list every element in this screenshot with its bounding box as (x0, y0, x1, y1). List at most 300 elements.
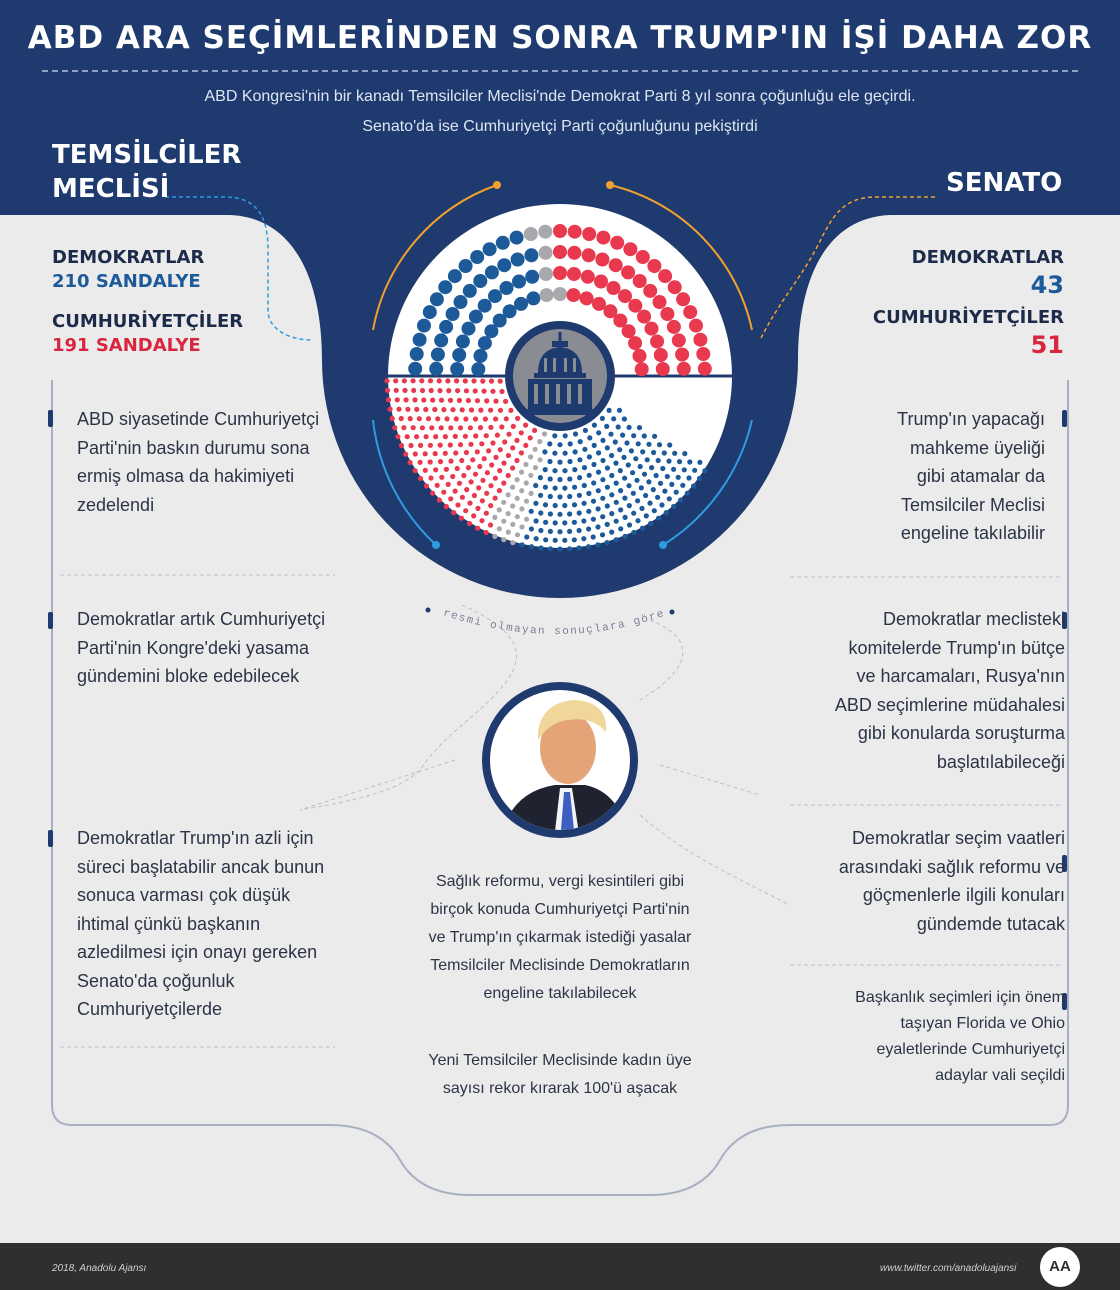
senate-arc-label: SENATO (514, 170, 590, 186)
house-seat (533, 447, 538, 452)
house-seat (617, 447, 622, 452)
house-seat (608, 432, 613, 437)
house-seat (457, 398, 462, 403)
house-seat (578, 439, 583, 444)
senate-seat (645, 322, 659, 336)
page-title: ABD ARA SEÇİMLERİNDEN SONRA TRUMP'IN İŞİ DAHA ZOR (27, 20, 1093, 56)
house-seat (637, 425, 642, 430)
twitter-link[interactable]: www.twitter.com/anadoluajansi (880, 1263, 1017, 1274)
house-seat (473, 416, 478, 421)
house-seat (448, 442, 453, 447)
house-seat (640, 449, 645, 454)
house-seat (443, 434, 448, 439)
house-seat (417, 416, 422, 421)
house-seat (393, 378, 398, 383)
house-seat (651, 450, 656, 455)
house-seat (468, 425, 473, 430)
house-seat (666, 459, 671, 464)
house-seat (510, 445, 515, 450)
senate-seat (633, 274, 647, 288)
house-seat (437, 378, 442, 383)
senate-seat (693, 333, 707, 347)
house-seat (423, 451, 428, 456)
senate-seat (553, 224, 567, 238)
house-seat (463, 434, 468, 439)
house-seat (557, 460, 562, 465)
senate-seat (429, 362, 443, 376)
senate-seat (524, 248, 538, 262)
house-seat (502, 439, 507, 444)
senate-seat (628, 336, 642, 350)
house-seat (469, 407, 474, 412)
house-seat (622, 416, 627, 421)
trump-portrait (480, 680, 640, 840)
senate-seat (410, 347, 424, 361)
house-seat (528, 454, 533, 459)
house-rep-label: CUMHURİYETÇİLER (52, 311, 244, 332)
senate-rep-label: CUMHURİYETÇİLER (872, 307, 1064, 328)
house-seat (455, 388, 460, 393)
house-seat (528, 435, 533, 440)
senate-seat (463, 284, 477, 298)
senate-seat (667, 320, 681, 334)
house-seat (453, 450, 458, 455)
house-seat (444, 416, 449, 421)
anadolu-logo: AA (1040, 1247, 1080, 1287)
house-seat (508, 408, 513, 413)
house-seat (493, 416, 498, 421)
house-seat (454, 416, 459, 421)
house-seat (645, 457, 650, 462)
house-seat (405, 434, 410, 439)
house-seat (662, 450, 667, 455)
house-seat (432, 407, 437, 412)
house-seat (418, 460, 423, 465)
house-seat (402, 388, 407, 393)
right-point-3: Demokratlar seçim vaatleri arasındaki sağlık reformu ve göçmenlerle ilgili konuları gündemde tutacak (838, 828, 1065, 934)
house-seat (473, 433, 478, 438)
house-seat (515, 416, 520, 421)
house-seat (596, 430, 601, 435)
house-seat (463, 416, 468, 421)
house-seat (405, 407, 410, 412)
subtitle-line-1: ABD Kongresi'nin bir kanadı Temsilciler Meclisi'nde Demokrat Parti 8 yıl sonra çoğunluğu ele geçirdi. (204, 88, 916, 105)
house-seat (582, 447, 587, 452)
house-seat (448, 425, 453, 430)
senate-seat (469, 310, 483, 324)
house-seat (626, 462, 631, 467)
house-seat (437, 388, 442, 393)
house-seat (438, 459, 443, 464)
senate-seat (567, 246, 581, 260)
house-seat (646, 442, 651, 447)
house-seat (460, 407, 465, 412)
house-seat (464, 388, 469, 393)
house-seat (605, 445, 610, 450)
house-seat (421, 397, 426, 402)
house-seat (488, 408, 493, 413)
house-seat (420, 425, 425, 430)
senate-seat (610, 236, 624, 250)
house-seat (638, 464, 643, 469)
house-seat (677, 459, 682, 464)
house-seat (445, 378, 450, 383)
house-seat (482, 456, 487, 461)
house-seat (537, 439, 542, 444)
senate-seat (567, 288, 581, 302)
house-seat (411, 425, 416, 430)
house-seat (428, 378, 433, 383)
house-seat (448, 459, 453, 464)
house-seat (616, 424, 621, 429)
bullet-marker (48, 410, 53, 427)
house-seat (611, 416, 616, 421)
bullet-marker (48, 612, 53, 629)
senate-seat (553, 245, 567, 259)
house-seat (463, 378, 468, 383)
house-seat (408, 416, 413, 421)
house-seat (503, 399, 508, 404)
house-seat (542, 431, 547, 436)
house-seat (624, 440, 629, 445)
house-seat (458, 442, 463, 447)
right-point-1: Trump'ın yapacağı mahkeme üyeliği gibi atamalar da Temsilciler Meclisi engeline takılabilir (897, 409, 1045, 543)
house-seat (450, 407, 455, 412)
house-seat (412, 397, 417, 402)
house-seat (600, 416, 605, 421)
house-seat (538, 457, 543, 462)
senate-seat (668, 280, 682, 294)
house-seat (629, 448, 634, 453)
house-seat (563, 433, 568, 438)
senate-seat (496, 236, 510, 250)
house-seat (428, 459, 433, 464)
senate-seat (609, 258, 623, 272)
house-seat (682, 451, 687, 456)
senate-seat (526, 291, 540, 305)
house-seat (514, 438, 519, 443)
center-point-2: Yeni Temsilciler Meclisinde kadın üye sayısı rekor kırarak 100'ü aşacak (428, 1052, 692, 1097)
house-seat (600, 458, 605, 463)
senate-seat (628, 299, 642, 313)
svg-text:resmi olmayan sonuçlara göre: resmi olmayan sonuçlara göre (441, 607, 667, 639)
bullet-marker (1062, 410, 1067, 427)
house-seat (413, 451, 418, 456)
house-seat (408, 443, 413, 448)
house-seat (429, 388, 434, 393)
house-seat (478, 425, 483, 430)
house-seat (495, 433, 500, 438)
house-seat (511, 424, 516, 429)
right-point-4: Başkanlık seçimleri için önem taşıyan Florida ve Ohio eyaletlerinde Cumhuriyetçi adaylar vali seçildi (855, 989, 1065, 1084)
house-seat (697, 460, 702, 465)
house-arc-label (380, 470, 740, 650)
left-point-1: ABD siyasetinde Cumhuriyetçi Parti'nin baskın durumu sona ermiş olmasa da hakimiyeti zedelendi (77, 409, 320, 515)
house-seat (573, 431, 578, 436)
senate-seat (452, 348, 466, 362)
house-seat (499, 389, 504, 394)
house-seat (433, 434, 438, 439)
center-point-1: Sağlık reformu, vergi kesintileri gibi birçok konuda Cumhuriyetçi Parti'nin ve Trump'ın çıkarmak istediği yasalar Temsilciler Meclisinde Demokratların engeline takılabilecek (428, 873, 692, 1002)
senate-seat (637, 310, 651, 324)
house-seat (394, 388, 399, 393)
senate-seat (500, 281, 514, 295)
house-seat (477, 464, 482, 469)
house-seat (459, 458, 464, 463)
house-seat (488, 425, 493, 430)
senate-rep-value: 51 (1030, 331, 1064, 359)
house-seat (587, 435, 592, 440)
senate-seat (413, 333, 427, 347)
senate-seat (582, 227, 596, 241)
house-seat (426, 416, 431, 421)
senate-seat (478, 299, 492, 313)
house-seat (482, 389, 487, 394)
house-seat (433, 451, 438, 456)
house-seat (607, 408, 612, 413)
senate-seat (431, 348, 445, 362)
house-seat (392, 425, 397, 430)
senate-seat (446, 307, 460, 321)
house-seat (435, 416, 440, 421)
senate-seat (594, 275, 608, 289)
house-seat (600, 438, 605, 443)
senate-seat (643, 284, 657, 298)
house-seat (480, 379, 485, 384)
senate-seat (672, 333, 686, 347)
senate-seat (607, 281, 621, 295)
house-seat (592, 423, 597, 428)
senate-seat (539, 267, 553, 281)
house-seat (418, 443, 423, 448)
house-seat (428, 443, 433, 448)
house-seat (617, 408, 622, 413)
house-seat (414, 407, 419, 412)
senate-seat (568, 225, 582, 239)
senate-seat (656, 362, 670, 376)
house-seat (587, 454, 592, 459)
house-seat (636, 441, 641, 446)
senate-seat (677, 362, 691, 376)
house-seat (498, 408, 503, 413)
house-seat (627, 425, 632, 430)
house-seat (438, 443, 443, 448)
house-seat (523, 443, 528, 448)
bullet-marker (48, 830, 53, 847)
house-seat (523, 462, 528, 467)
house-seat (631, 433, 636, 438)
house-seat (386, 397, 391, 402)
senate-seat (653, 295, 667, 309)
senate-seat (683, 305, 697, 319)
house-seat (466, 398, 471, 403)
senate-seat (434, 333, 448, 347)
house-seat (486, 448, 491, 453)
senate-seat (581, 270, 595, 284)
senate-seat (635, 362, 649, 376)
house-seat (519, 430, 524, 435)
senate-seat (698, 362, 712, 376)
house-rep-value: 191 SANDALYE (52, 335, 201, 356)
senate-seat (511, 253, 525, 267)
house-seat (656, 458, 661, 463)
house-seat (404, 397, 409, 402)
house-seat (399, 443, 404, 448)
house-seat (385, 388, 390, 393)
house-seat (542, 449, 547, 454)
house-seat (395, 434, 400, 439)
house-seat (419, 378, 424, 383)
house-seat (454, 378, 459, 383)
house-seat (577, 457, 582, 462)
house-seat (414, 434, 419, 439)
senate-seat (567, 267, 581, 281)
house-seat (399, 416, 404, 421)
house-seat (514, 458, 519, 463)
house-seat (420, 388, 425, 393)
house-seat (547, 441, 552, 446)
house-seat (621, 455, 626, 460)
senate-seat (454, 295, 468, 309)
house-seat (667, 442, 672, 447)
senate-seat (478, 336, 492, 350)
house-seat (567, 459, 572, 464)
house-dem-value: 210 SANDALYE (52, 271, 201, 292)
house-seat (490, 389, 495, 394)
house-seat (489, 379, 494, 384)
house-seat (687, 459, 692, 464)
house-seat (642, 433, 647, 438)
house-seat (402, 378, 407, 383)
house-seat (411, 388, 416, 393)
senate-seat (470, 250, 484, 264)
senate-seat (580, 291, 594, 305)
left-point-3: Demokratlar Trump'ın azli için süreci başlatabilir ancak bunun sonuca varması çok düşük ihtimal çünkü başkanın azledilmesi için onayı gereken Senato'da çoğunluk Cumhuriyetçilerde (77, 828, 325, 1019)
house-seat (596, 450, 601, 455)
house-seat (523, 423, 528, 428)
house-seat (479, 441, 484, 446)
house-seat (401, 425, 406, 430)
house-seat (493, 399, 498, 404)
house-seat (430, 398, 435, 403)
house-seat (448, 398, 453, 403)
house-seat (498, 447, 503, 452)
senate-heading: SENATO (946, 168, 1063, 198)
house-seat (468, 442, 473, 447)
house-seat (604, 424, 609, 429)
senate-seat (448, 269, 462, 283)
house-seat (493, 455, 498, 460)
senate-dem-value: 43 (1030, 271, 1064, 299)
senate-seat (553, 266, 567, 280)
house-seat (613, 439, 618, 444)
senate-seat (650, 335, 664, 349)
senate-seat (510, 231, 524, 245)
house-seat (396, 407, 401, 412)
house-seat (489, 462, 494, 467)
senate-seat (621, 265, 635, 279)
house-seat (464, 450, 469, 455)
house-seat (439, 398, 444, 403)
senate-seat (689, 319, 703, 333)
house-heading: TEMSİLCİLER MECLİSİ (52, 140, 242, 204)
senate-seat (660, 307, 674, 321)
senate-seat (430, 292, 444, 306)
senate-seat (417, 319, 431, 333)
senate-seat (450, 362, 464, 376)
house-seat (563, 451, 568, 456)
senate-seat (658, 269, 672, 283)
house-seat (547, 459, 552, 464)
senate-seat (471, 362, 485, 376)
house-seat (424, 434, 429, 439)
house-seat (390, 416, 395, 421)
senate-seat (438, 280, 452, 294)
senate-seat (654, 348, 668, 362)
senate-seat (538, 225, 552, 239)
house-seat (652, 434, 657, 439)
subtitle-line-2: Senato'da ise Cumhuriyetçi Parti çoğunluğunu pekiştirdi (362, 118, 758, 135)
house-seat (573, 449, 578, 454)
senate-seat (582, 248, 596, 262)
house-seat (429, 425, 434, 430)
house-seat (583, 428, 588, 433)
house-seat (423, 407, 428, 412)
senate-seat (553, 287, 567, 301)
senate-seat (483, 242, 497, 256)
house-seat (408, 460, 413, 465)
house-seat (592, 443, 597, 448)
senate-seat (540, 288, 554, 302)
house-seat (620, 433, 625, 438)
senate-seat (514, 297, 528, 311)
house-seat (609, 453, 614, 458)
house-seat (557, 442, 562, 447)
senate-seat (623, 242, 637, 256)
right-point-2: Demokratlar meclisteki komitelerde Trump'ın bütçe ve harcamaları, Rusya'nın ABD seçimlerine müdahalesi gibi konularda soruşturma başlatılabileceği (834, 609, 1065, 772)
house-seat (506, 453, 511, 458)
house-seat (458, 425, 463, 430)
house-seat (657, 442, 662, 447)
senate-seat (618, 289, 632, 303)
senate-seat (525, 270, 539, 284)
house-seat (395, 397, 400, 402)
house-seat (441, 407, 446, 412)
senate-seat (524, 227, 538, 241)
house-seat (568, 441, 573, 446)
footer (0, 1243, 1120, 1290)
house-seat (478, 408, 483, 413)
senate-seat (497, 258, 511, 272)
house-seat (471, 378, 476, 383)
house-seat (388, 407, 393, 412)
house-seat (443, 451, 448, 456)
house-seat (552, 451, 557, 456)
senate-seat (596, 231, 610, 245)
senate-seat (459, 259, 473, 273)
house-seat (519, 450, 524, 455)
left-point-2: Demokratlar artık Cumhuriyetçi Parti'nin Kongre'deki yasama gündemini bloke edebilecek (77, 609, 326, 686)
senate-seat (595, 253, 609, 267)
house-seat (446, 388, 451, 393)
senate-seat (512, 275, 526, 289)
house-seat (439, 425, 444, 430)
senate-seat (647, 259, 661, 273)
senate-seat (539, 246, 553, 260)
house-seat (484, 433, 489, 438)
house-seat (483, 416, 488, 421)
house-seat (499, 424, 504, 429)
